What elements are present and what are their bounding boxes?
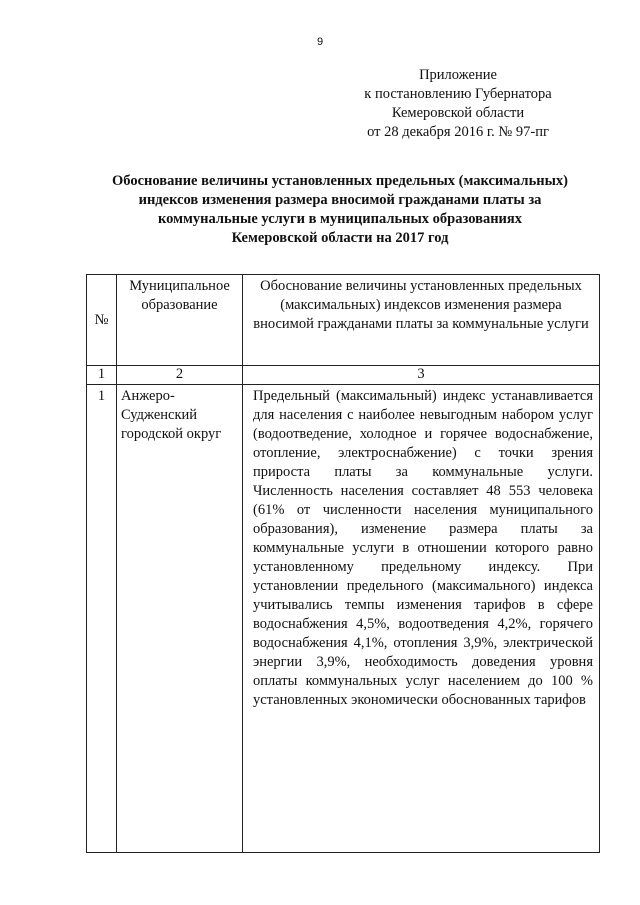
page-number: 9 bbox=[316, 36, 324, 48]
column-number: 3 bbox=[243, 366, 600, 385]
table-row bbox=[87, 385, 600, 853]
column-number-row bbox=[87, 366, 600, 385]
title-line: коммунальные услуги в муниципальных образованиях bbox=[157, 211, 522, 227]
appendix-line: к постановлению Губернатора bbox=[364, 86, 552, 102]
document-title bbox=[60, 172, 620, 248]
appendix-line: Кемеровской области bbox=[391, 105, 525, 121]
column-number: 2 bbox=[117, 366, 243, 385]
header-basis: Обоснование величины установленных предельных (максимальных) индексов изменения размера вносимой гражданами платы за коммунальные услуги bbox=[243, 275, 600, 366]
title-line: Кемеровской области на 2017 год bbox=[231, 230, 449, 246]
appendix-block bbox=[328, 66, 588, 142]
appendix-line: Приложение bbox=[419, 67, 497, 83]
title-line: Обоснование величины установленных предельных (максимальных) bbox=[112, 173, 568, 189]
header-number: № bbox=[87, 275, 117, 366]
header-municipality: Муниципальное образование bbox=[117, 275, 243, 366]
column-number: 1 bbox=[87, 366, 117, 385]
appendix-line: от 28 декабря 2016 г. № 97-пг bbox=[367, 124, 549, 140]
row-basis: Предельный (максимальный) индекс устанавливается для населения с наиболее невыгодным набором услуг (водоотведение, холодное и горячее водоснабжение, отопление, электроснабжение) с точки зрения прироста платы за коммунальные услуги. Численность населения составляет 48 553 человека (61% от численности населения муниципального образования), изменение размера платы за коммунальные услуги в отношении которого равно установленному предельному индексу. При установлении предельного (максимального) индекса учитывались темпы изменения тарифов в сфере водоснабжения 4,5%, водоотведения 4,2%, горячего водоснабжения 4,1%, отопления 3,9%, электрической энергии 3,9%, необходимость доведения уровня оплаты коммунальных услуг населением до 100 % установленных экономически обоснованных тарифов bbox=[243, 385, 600, 853]
justification-table bbox=[86, 274, 600, 853]
table-header-row bbox=[87, 275, 600, 366]
row-number: 1 bbox=[87, 385, 117, 853]
title-line: индексов изменения размера вносимой гражданами платы за bbox=[138, 192, 542, 208]
row-municipality: Анжеро-Судженский городской округ bbox=[117, 385, 243, 853]
